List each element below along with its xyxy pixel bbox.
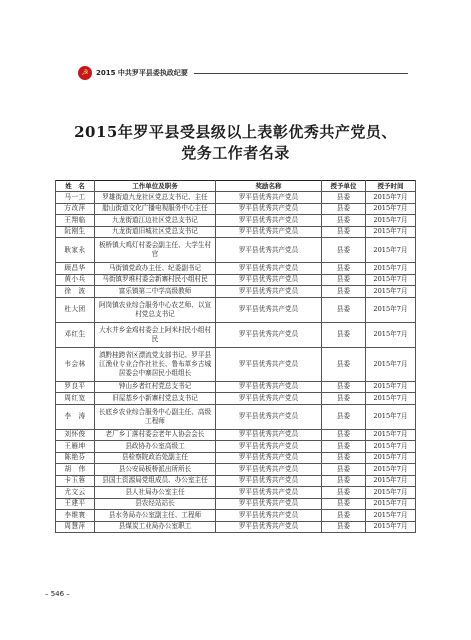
cell-unit: 县委 bbox=[322, 322, 366, 347]
cell-award: 罗平县优秀共产党员 bbox=[216, 429, 322, 441]
table-row bbox=[56, 286, 416, 298]
page-number: – 546 – bbox=[45, 590, 70, 598]
cell-name: 邓红生 bbox=[56, 322, 95, 347]
table-row bbox=[56, 441, 416, 453]
cell-work: 县煤炭工业局办公室职工 bbox=[95, 521, 216, 533]
cell-work: 县农经站站长 bbox=[95, 498, 216, 510]
cell-award: 罗平县优秀共产党员 bbox=[216, 393, 322, 405]
cell-award: 罗平县优秀共产党员 bbox=[216, 192, 322, 204]
cell-award: 罗平县优秀共产党员 bbox=[216, 274, 322, 286]
table-row bbox=[56, 274, 416, 286]
cell-time: 2015年7月 bbox=[366, 286, 416, 298]
cell-award: 罗平县优秀共产党员 bbox=[216, 475, 322, 487]
header-text: 2015 中共罗平县委执政纪要 bbox=[96, 69, 188, 77]
cell-work: 板桥镇大鸡灯村委会副主任、大学生村官 bbox=[95, 238, 216, 263]
cell-work: 老厂乡丁落村委会老年人协会会长 bbox=[95, 429, 216, 441]
cell-time: 2015年7月 bbox=[366, 464, 416, 476]
cell-time: 2015年7月 bbox=[366, 498, 416, 510]
cell-name: 胡 伟 bbox=[56, 464, 95, 476]
cell-unit: 县委 bbox=[322, 215, 366, 227]
cell-time: 2015年7月 bbox=[366, 347, 416, 381]
cell-unit: 县委 bbox=[322, 192, 366, 204]
table-row bbox=[56, 429, 416, 441]
cell-time: 2015年7月 bbox=[366, 510, 416, 522]
cell-name: 周红宽 bbox=[56, 393, 95, 405]
cell-unit: 县委 bbox=[322, 487, 366, 499]
table-row bbox=[56, 203, 416, 215]
cell-time: 2015年7月 bbox=[366, 441, 416, 453]
cell-unit: 县委 bbox=[322, 441, 366, 453]
cell-award: 罗平县优秀共产党员 bbox=[216, 464, 322, 476]
cell-name: 罗良平 bbox=[56, 381, 95, 393]
cell-unit: 县委 bbox=[322, 510, 366, 522]
cell-time: 2015年7月 bbox=[366, 475, 416, 487]
cell-award: 罗平县优秀共产党员 bbox=[216, 297, 322, 322]
honor-roll-table bbox=[55, 180, 416, 533]
cell-work: 旧屋基乡小新寨村党总支书记 bbox=[95, 393, 216, 405]
cell-award: 罗平县优秀共产党员 bbox=[216, 452, 322, 464]
cell-award: 罗平县优秀共产党员 bbox=[216, 286, 322, 298]
table-row bbox=[56, 215, 416, 227]
cell-name: 马一工 bbox=[56, 192, 95, 204]
cell-time: 2015年7月 bbox=[366, 238, 416, 263]
cell-name: 黄小兵 bbox=[56, 274, 95, 286]
cell-name: 卡玉蓉 bbox=[56, 475, 95, 487]
cell-work: 九龙街道江边社区党总支书记 bbox=[95, 215, 216, 227]
cell-work: 九龙街道旧城社区党总支书记 bbox=[95, 226, 216, 238]
col-header-unit: 授予单位 bbox=[322, 181, 366, 192]
cell-name: 李维寰 bbox=[56, 510, 95, 522]
cell-award: 罗平县优秀共产党员 bbox=[216, 510, 322, 522]
cell-name: 王雁坤 bbox=[56, 441, 95, 453]
cell-name: 耿家永 bbox=[56, 238, 95, 263]
party-emblem-icon: ☭ bbox=[78, 66, 92, 80]
table-row bbox=[56, 475, 416, 487]
cell-time: 2015年7月 bbox=[366, 393, 416, 405]
cell-award: 罗平县优秀共产党员 bbox=[216, 404, 322, 429]
cell-name: 周慧萍 bbox=[56, 521, 95, 533]
cell-unit: 县委 bbox=[322, 404, 366, 429]
cell-award: 罗平县优秀共产党员 bbox=[216, 215, 322, 227]
cell-unit: 县委 bbox=[322, 429, 366, 441]
cell-name: 尤文云 bbox=[56, 487, 95, 499]
cell-time: 2015年7月 bbox=[366, 452, 416, 464]
cell-work: 县检察院政治处副主任 bbox=[95, 452, 216, 464]
cell-unit: 县委 bbox=[322, 286, 366, 298]
cell-time: 2015年7月 bbox=[366, 203, 416, 215]
table-row bbox=[56, 521, 416, 533]
cell-work: 阿岗镇农业综合服务中心农艺师、以宣村党总支书记 bbox=[95, 297, 216, 322]
cell-time: 2015年7月 bbox=[366, 192, 416, 204]
cell-time: 2015年7月 bbox=[366, 215, 416, 227]
cell-time: 2015年7月 bbox=[366, 226, 416, 238]
cell-work: 马街镇罗堆村委会新寨村民小组村民 bbox=[95, 274, 216, 286]
cell-unit: 县委 bbox=[322, 274, 366, 286]
cell-award: 罗平县优秀共产党员 bbox=[216, 226, 322, 238]
table-row bbox=[56, 322, 416, 347]
cell-unit: 县委 bbox=[322, 475, 366, 487]
table-row bbox=[56, 510, 416, 522]
cell-unit: 县委 bbox=[322, 238, 366, 263]
table-row bbox=[56, 263, 416, 275]
cell-work: 富乐镇第二中学高级教师 bbox=[95, 286, 216, 298]
cell-time: 2015年7月 bbox=[366, 521, 416, 533]
cell-name: 陈艳芬 bbox=[56, 452, 95, 464]
cell-time: 2015年7月 bbox=[366, 263, 416, 275]
table-row bbox=[56, 393, 416, 405]
cell-name: 王翔临 bbox=[56, 215, 95, 227]
table-row bbox=[56, 192, 416, 204]
cell-work: 罗雄街道九龙社区党总支书记、主任 bbox=[95, 192, 216, 204]
cell-award: 罗平县优秀共产党员 bbox=[216, 381, 322, 393]
cell-time: 2015年7月 bbox=[366, 274, 416, 286]
cell-work: 马街镇党政办主任、纪委副书记 bbox=[95, 263, 216, 275]
table-row bbox=[56, 404, 416, 429]
col-header-award: 奖励名称 bbox=[216, 181, 322, 192]
page-title-line2: 党务工作者名录 bbox=[181, 144, 290, 162]
cell-award: 罗平县优秀共产党员 bbox=[216, 487, 322, 499]
cell-work: 县国土资源局党组成员、办公室主任 bbox=[95, 475, 216, 487]
cell-name: 徐 波 bbox=[56, 286, 95, 298]
cell-award: 罗平县优秀共产党员 bbox=[216, 322, 322, 347]
cell-unit: 县委 bbox=[322, 521, 366, 533]
cell-time: 2015年7月 bbox=[366, 429, 416, 441]
cell-work: 腊山街道文化广播电视服务中心主任 bbox=[95, 203, 216, 215]
cell-name: 方改萍 bbox=[56, 203, 95, 215]
cell-name: 刘怀俊 bbox=[56, 429, 95, 441]
cell-unit: 县委 bbox=[322, 263, 366, 275]
page-header bbox=[78, 66, 408, 80]
table-row bbox=[56, 226, 416, 238]
cell-work: 县水务局办公室副主任、工程师 bbox=[95, 510, 216, 522]
table-header-row bbox=[56, 181, 416, 192]
cell-award: 罗平县优秀共产党员 bbox=[216, 521, 322, 533]
table-row bbox=[56, 347, 416, 381]
header-rule bbox=[194, 73, 408, 74]
cell-award: 罗平县优秀共产党员 bbox=[216, 441, 322, 453]
cell-unit: 县委 bbox=[322, 452, 366, 464]
page-title-line1: 2015年罗平县受县级以上表彰优秀共产党员、 bbox=[74, 123, 397, 141]
table-row bbox=[56, 452, 416, 464]
cell-name: 王建平 bbox=[56, 498, 95, 510]
cell-award: 罗平县优秀共产党员 bbox=[216, 347, 322, 381]
cell-name: 杜大团 bbox=[56, 297, 95, 322]
cell-work: 长底乡农业综合服务中心副主任、高级工程师 bbox=[95, 404, 216, 429]
cell-unit: 县委 bbox=[322, 203, 366, 215]
cell-unit: 县委 bbox=[322, 226, 366, 238]
table-row bbox=[56, 487, 416, 499]
cell-award: 罗平县优秀共产党员 bbox=[216, 498, 322, 510]
col-header-time: 授予时间 bbox=[366, 181, 416, 192]
table-row bbox=[56, 238, 416, 263]
cell-time: 2015年7月 bbox=[366, 381, 416, 393]
cell-unit: 县委 bbox=[322, 498, 366, 510]
cell-unit: 县委 bbox=[322, 297, 366, 322]
cell-time: 2015年7月 bbox=[366, 487, 416, 499]
cell-work: 县政协办公室高级工 bbox=[95, 441, 216, 453]
table-row bbox=[56, 381, 416, 393]
cell-unit: 县委 bbox=[322, 464, 366, 476]
col-header-name: 姓 名 bbox=[56, 181, 95, 192]
table-row bbox=[56, 464, 416, 476]
cell-work: 钟山乡者红村党总支书记 bbox=[95, 381, 216, 393]
cell-name: 韦会林 bbox=[56, 347, 95, 381]
cell-work: 滇黔桂跨省区漂流党支部书记、罗平县江渔业专业合作社社长、鲁布革乡古城居委会中寨居民小组组长 bbox=[95, 347, 216, 381]
table-row bbox=[56, 297, 416, 322]
cell-time: 2015年7月 bbox=[366, 404, 416, 429]
cell-time: 2015年7月 bbox=[366, 297, 416, 322]
cell-unit: 县委 bbox=[322, 381, 366, 393]
cell-award: 罗平县优秀共产党员 bbox=[216, 238, 322, 263]
cell-work: 县人社局办公室主任 bbox=[95, 487, 216, 499]
cell-award: 罗平县优秀共产党员 bbox=[216, 263, 322, 275]
cell-unit: 县委 bbox=[322, 393, 366, 405]
col-header-work: 工作单位及职务 bbox=[95, 181, 216, 192]
cell-award: 罗平县优秀共产党员 bbox=[216, 203, 322, 215]
cell-time: 2015年7月 bbox=[366, 322, 416, 347]
cell-name: 顾昌华 bbox=[56, 263, 95, 275]
cell-work: 县公安局板桥派出所所长 bbox=[95, 464, 216, 476]
cell-name: 李 涛 bbox=[56, 404, 95, 429]
cell-name: 阮刚生 bbox=[56, 226, 95, 238]
cell-unit: 县委 bbox=[322, 347, 366, 381]
cell-work: 大水井乡金鸡村委会上阿米村民小组村民 bbox=[95, 322, 216, 347]
table-row bbox=[56, 498, 416, 510]
